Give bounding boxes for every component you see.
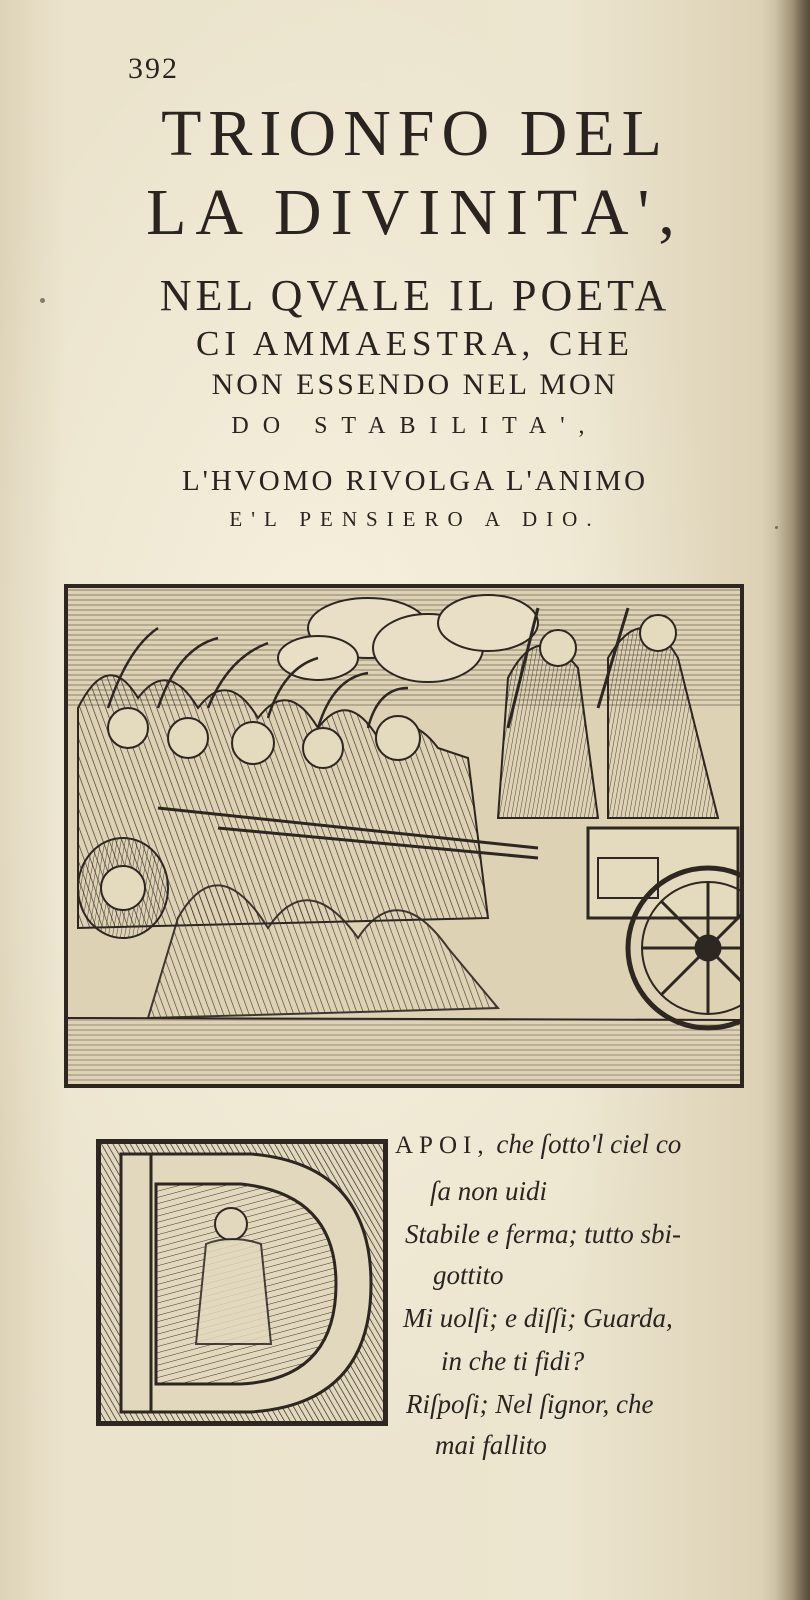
verse-line-1-text: che ſotto'l ciel co	[489, 1129, 682, 1159]
verse-opening-caps: APOI,	[395, 1132, 490, 1159]
ink-speck	[40, 298, 45, 303]
verse-line-7: Riſpoſi; Nel ſignor, che	[406, 1389, 654, 1419]
title-line-2: LA DIVINITA',	[146, 176, 684, 249]
verse-line-5: Mi uolſi; e diſſi; Guarda,	[403, 1303, 673, 1333]
subtitle-line-6: E'L PENSIERO A DIO.	[229, 507, 601, 531]
show-through-text	[630, 60, 770, 86]
subtitle-line-1: NEL QVALE IL POETA	[159, 271, 671, 320]
subtitle-line-4: DO STABILITA',	[231, 413, 599, 439]
page-number: 392	[128, 52, 179, 85]
verse-line-4: gottito	[433, 1260, 504, 1290]
ink-speck	[775, 526, 778, 529]
subtitle-line-2: CI AMMAESTRA, CHE	[196, 324, 634, 363]
title-line-1: TRIONFO DEL	[161, 97, 669, 170]
subtitle-line-5: L'HVOMO RIVOLGA L'ANIMO	[181, 465, 649, 497]
triumph-woodcut	[64, 584, 744, 1088]
verse-line-6: in che ti fidi?	[441, 1346, 585, 1376]
verse-line-8: mai fallito	[435, 1430, 547, 1460]
binding-shadow	[776, 0, 810, 1600]
subtitle-line-3: NON ESSENDO NEL MON	[211, 368, 619, 401]
verse-line-3: Stabile e ferma; tutto sbi-	[405, 1219, 681, 1249]
verse-line-2: ſa non uidi	[430, 1176, 548, 1206]
decorated-initial	[96, 1139, 388, 1426]
verse-line-1	[395, 1131, 681, 1158]
